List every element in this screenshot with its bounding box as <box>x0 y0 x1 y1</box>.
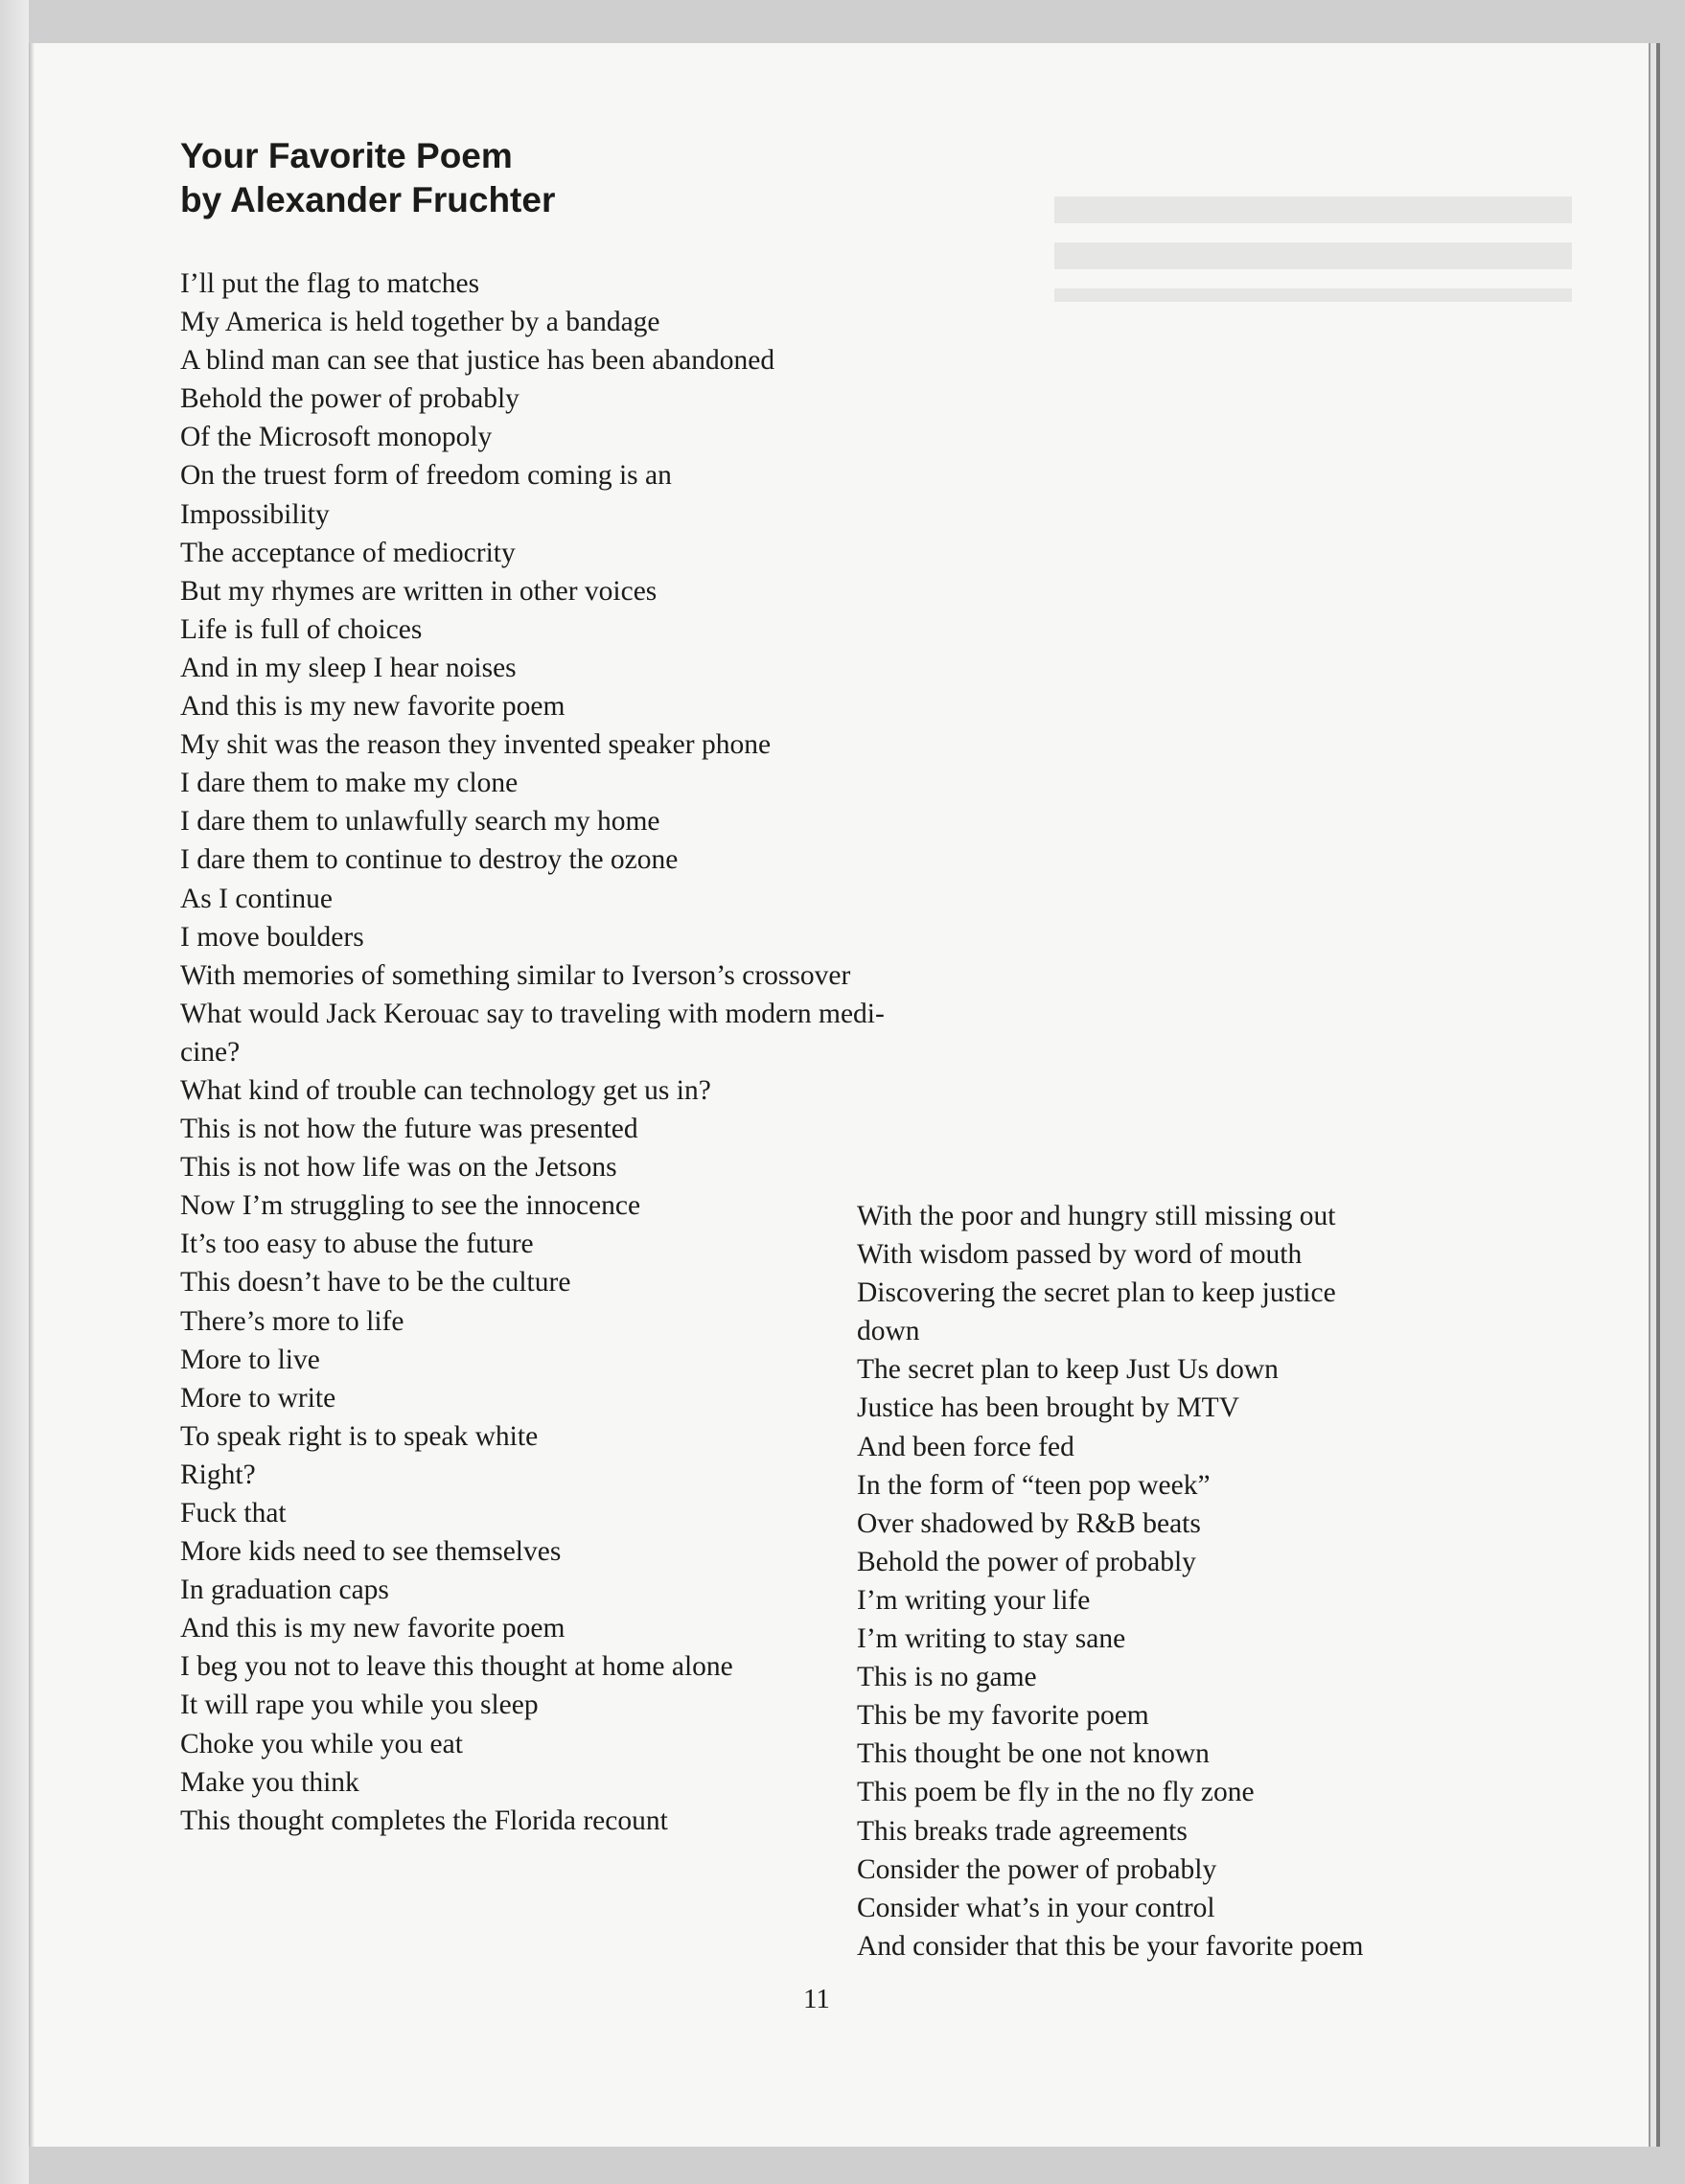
page-number: 11 <box>803 1984 830 2014</box>
poem-title-line: Your Favorite Poem <box>180 136 513 175</box>
scan-left-margin <box>0 0 29 2184</box>
poem-line: This thought be one not known <box>857 1738 1210 1770</box>
poem-line: As I continue <box>180 883 333 914</box>
poem-line: And consider that this be your favorite poem <box>857 1930 1364 1962</box>
poem-line: With wisdom passed by word of mouth <box>857 1239 1303 1271</box>
poem-line: Now I’m struggling to see the innocence <box>180 1190 641 1222</box>
poem-line: I’m writing your life <box>857 1584 1091 1616</box>
poem-line: My America is held together by a bandage <box>180 307 660 338</box>
poem-title <box>180 134 555 222</box>
poem-line: Over shadowed by R&B beats <box>857 1507 1201 1539</box>
poem-line: This is not how life was on the Jetsons <box>180 1152 617 1184</box>
poem-line: Consider the power of probably <box>857 1853 1217 1885</box>
poem-line: My shit was the reason they invented speaker phone <box>180 729 772 761</box>
poem-line: What kind of trouble can technology get us in? <box>180 1074 711 1106</box>
poem-line: I dare them to make my clone <box>180 768 519 799</box>
poem-line: down <box>857 1316 920 1347</box>
poem-left-column <box>180 264 885 1840</box>
poem-line: I beg you not to leave this thought at home alone <box>180 1651 733 1683</box>
poem-line: Consider what’s in your control <box>857 1892 1215 1923</box>
poem-line: But my rhymes are written in other voices <box>180 575 658 607</box>
poem-line: Choke you while you eat <box>180 1728 463 1759</box>
poem-line: On the truest form of freedom coming is an <box>180 460 672 492</box>
poem-line: Impossibility <box>180 498 330 530</box>
poem-line: Life is full of choices <box>180 613 423 645</box>
poem-line: To speak right is to speak white <box>180 1420 539 1452</box>
poem-line: In graduation caps <box>180 1575 389 1606</box>
poem-line: I’m writing to stay sane <box>857 1623 1126 1655</box>
poem-line: I dare them to continue to destroy the ozone <box>180 844 679 876</box>
poem-line: More kids need to see themselves <box>180 1536 562 1568</box>
poem-line: This poem be fly in the no fly zone <box>857 1777 1255 1808</box>
poem-line: This thought completes the Florida recount <box>180 1805 668 1836</box>
poem-author-line: by Alexander Fruchter <box>180 180 556 219</box>
poem-line: The secret plan to keep Just Us down <box>857 1354 1279 1386</box>
poem-line: I dare them to unlawfully search my home <box>180 806 660 838</box>
poem-line: Fuck that <box>180 1498 287 1529</box>
poem-line: This breaks trade agreements <box>857 1815 1188 1847</box>
poem-line: More to live <box>180 1344 320 1375</box>
poem-line: There’s more to life <box>180 1305 404 1337</box>
poem-line: I move boulders <box>180 921 364 953</box>
poem-line: A blind man can see that justice has been abandoned <box>180 345 775 377</box>
poem-line: And been force fed <box>857 1431 1074 1462</box>
poem-line: The acceptance of mediocrity <box>180 537 516 568</box>
poem-line: Discovering the secret plan to keep justice <box>857 1277 1336 1309</box>
poem-line: In the form of “teen pop week” <box>857 1469 1211 1501</box>
poem-line: cine? <box>180 1036 241 1068</box>
poem-line: This is not how the future was presented <box>180 1114 638 1145</box>
poem-line: With memories of something similar to Iverson’s crossover <box>180 959 851 991</box>
poem-line: I’ll put the flag to matches <box>180 268 480 299</box>
poem-line: It will rape you while you sleep <box>180 1690 539 1721</box>
poem-line: This be my favorite poem <box>857 1700 1149 1732</box>
poem-line: Behold the power of probably <box>857 1546 1196 1577</box>
poem-line: And this is my new favorite poem <box>180 1613 566 1644</box>
poem-line: Justice has been brought by MTV <box>857 1392 1239 1424</box>
poem-line: Make you think <box>180 1766 359 1798</box>
poem-line: Of the Microsoft monopoly <box>180 422 493 453</box>
poem-line: And in my sleep I hear noises <box>180 652 517 683</box>
poem-right-column <box>857 1197 1363 1966</box>
page-spine-shadow <box>29 43 35 2147</box>
poem-line: More to write <box>180 1382 336 1414</box>
poem-line: This is no game <box>857 1662 1037 1693</box>
poem-line: It’s too easy to abuse the future <box>180 1229 534 1260</box>
poem-line: What would Jack Kerouac say to traveling with modern medi- <box>180 998 885 1029</box>
poem-line: This doesn’t have to be the culture <box>180 1267 571 1299</box>
poem-line: And this is my new favorite poem <box>180 691 566 723</box>
poem-line: Right? <box>180 1459 256 1490</box>
poem-line: With the poor and hungry still missing out <box>857 1201 1336 1231</box>
poem-line: Behold the power of probably <box>180 383 519 415</box>
